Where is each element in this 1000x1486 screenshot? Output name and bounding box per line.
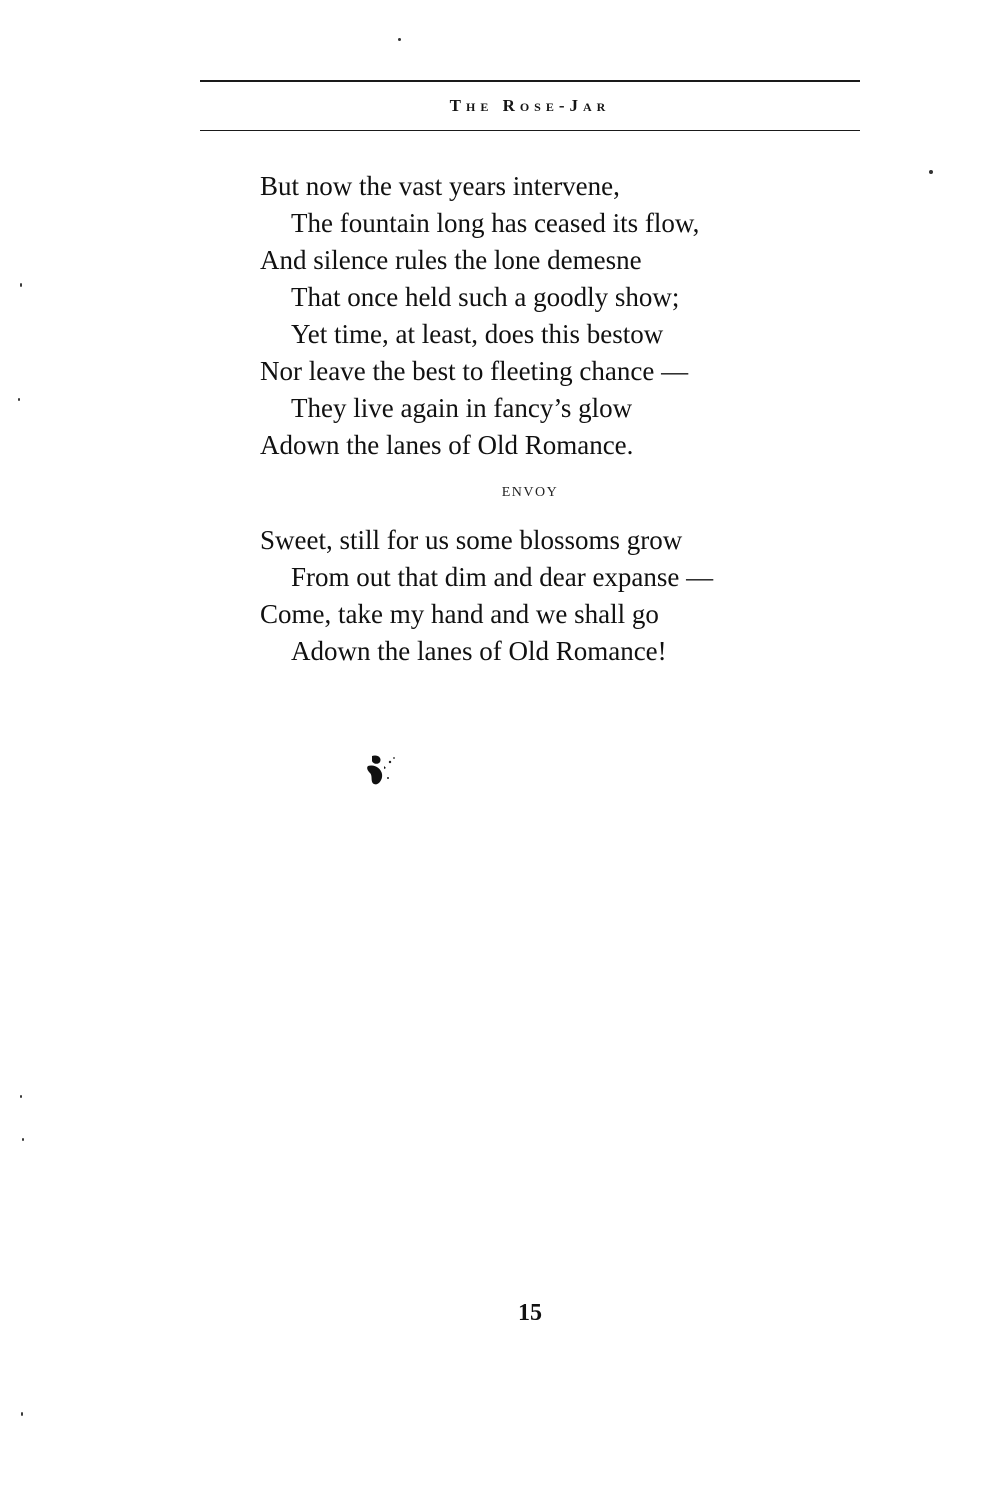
stanza-main <box>260 168 820 464</box>
stanza-envoy <box>260 522 820 670</box>
poem-line: That once held such a goodly show; <box>291 282 680 312</box>
poem-line: Nor leave the best to fleeting chance — <box>260 356 689 386</box>
scan-speck <box>22 1138 24 1141</box>
poem-line: From out that dim and dear expanse — <box>291 562 714 592</box>
printer-ornament-icon <box>364 752 404 792</box>
header-rule-top <box>200 80 860 82</box>
poem-line: Adown the lanes of Old Romance! <box>291 636 667 666</box>
scan-speck <box>20 283 22 287</box>
scan-speck <box>929 170 933 174</box>
header-rule-bottom <box>200 130 860 131</box>
running-head: The Rose-Jar <box>449 96 611 115</box>
poem-line: Adown the lanes of Old Romance. <box>260 430 634 460</box>
poem-line: But now the vast years intervene, <box>260 171 620 201</box>
poem-line: And silence rules the lone demesne <box>260 245 642 275</box>
scan-speck <box>18 398 20 401</box>
poem-line: The fountain long has ceased its flow, <box>291 208 700 238</box>
poem-line: They live again in fancy’s glow <box>291 393 633 423</box>
poem-line: Yet time, at least, does this bestow <box>291 319 664 349</box>
poem-line: Come, take my hand and we shall go <box>260 599 659 629</box>
page-number: 15 <box>518 1300 542 1326</box>
scan-speck <box>20 1095 22 1098</box>
scan-speck <box>398 38 401 41</box>
scan-speck <box>21 1412 23 1416</box>
envoy-heading: ENVOY <box>501 485 559 500</box>
poem-line: Sweet, still for us some blossoms grow <box>260 525 683 555</box>
